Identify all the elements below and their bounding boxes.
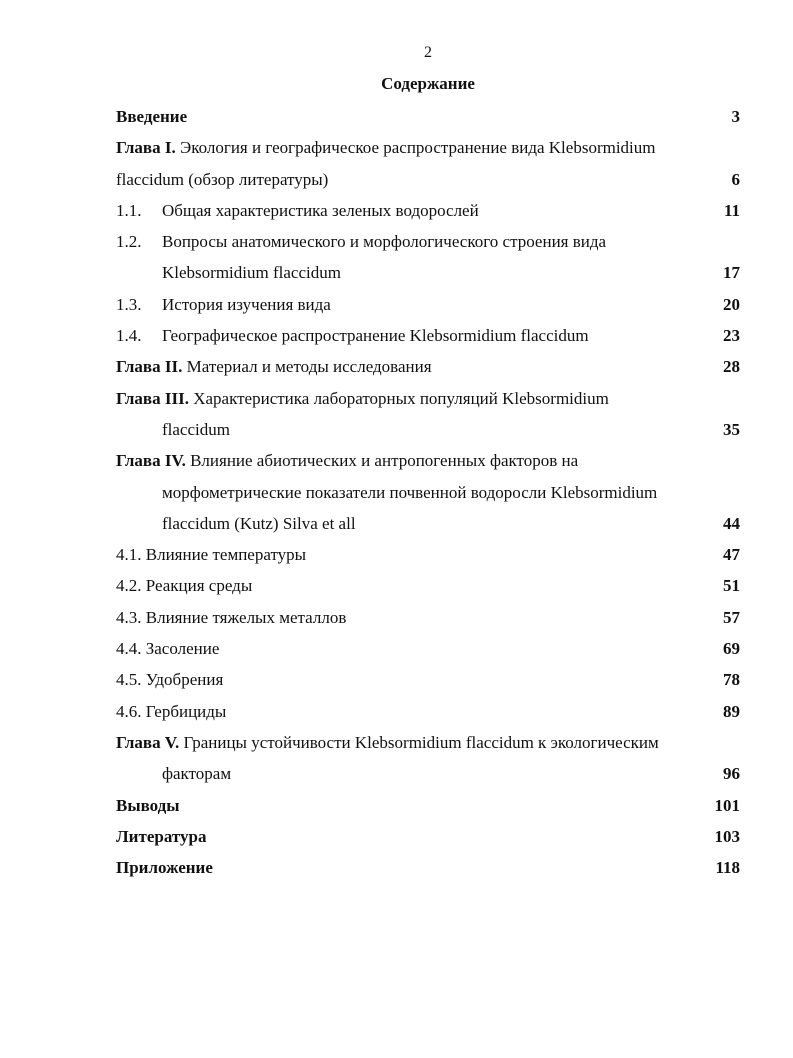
entry-title: морфометрические показатели почвенной водоросли Klebsormidium <box>162 482 658 502</box>
toc-line <box>116 195 740 226</box>
toc-line <box>116 602 740 633</box>
entry-title: 4.2. Реакция среды <box>116 576 253 596</box>
page-ref: 101 <box>714 795 740 815</box>
toc-entry-text <box>116 796 180 815</box>
toc-line <box>116 664 740 695</box>
toc-entry-heading: Введение <box>116 107 188 126</box>
toc-entry-text <box>116 389 609 408</box>
toc-line <box>116 758 740 789</box>
page-ref: 3 <box>731 107 740 126</box>
page-ref: 69 <box>723 639 740 659</box>
toc-entry-text <box>116 608 346 627</box>
page-number: 2 <box>424 44 432 61</box>
chapter-title: Границы устойчивости Klebsormidium flaccidum к экологическим <box>179 732 659 752</box>
chapter-label: Глава IV. <box>116 451 186 471</box>
chapter-title: Материал и методы исследования <box>182 357 432 377</box>
toc-entry-text <box>116 357 432 376</box>
section-number: 1.2. <box>116 232 142 252</box>
toc-line <box>116 289 740 320</box>
page-ref: 35 <box>723 419 740 439</box>
section-title: История изучения вида <box>162 294 331 314</box>
toc-line <box>116 445 740 476</box>
page-ref: 17 <box>723 263 740 283</box>
toc-line <box>116 727 740 758</box>
toc-entry-text <box>116 764 231 783</box>
toc-entry-heading: Приложение <box>116 858 213 878</box>
toc-line <box>116 633 740 664</box>
toc-entry-text <box>116 170 328 189</box>
entry-title: 4.6. Гербициды <box>116 701 227 721</box>
chapter-label: Глава V. <box>116 732 180 752</box>
toc-entry-text <box>116 514 356 533</box>
page-ref: 11 <box>723 200 740 220</box>
entry-title: flaccidum <box>162 419 230 439</box>
entry-title: Klebsormidium flaccidum <box>162 263 341 283</box>
page-ref: 78 <box>723 670 740 690</box>
table-of-contents <box>116 101 740 883</box>
toc-line <box>116 821 740 852</box>
toc-line <box>116 790 740 821</box>
toc-entry-text <box>116 670 223 689</box>
page-ref: 118 <box>715 858 740 878</box>
toc-entry-text <box>116 232 606 251</box>
toc-title: Содержание <box>381 74 475 93</box>
toc-entry-text <box>116 545 306 564</box>
toc-entry-heading: Литература <box>116 826 207 846</box>
entry-title: 4.4. Засоление <box>116 639 220 659</box>
toc-line <box>116 539 740 570</box>
page-ref: 103 <box>714 826 740 846</box>
toc-entry-text <box>116 639 219 658</box>
page-ref: 96 <box>723 764 740 784</box>
section-title: Общая характеристика зеленых водорослей <box>162 200 479 220</box>
toc-line <box>116 351 740 382</box>
toc-line <box>116 320 740 351</box>
toc-entry-text <box>116 201 479 220</box>
toc-entry-text <box>116 107 187 126</box>
toc-line <box>116 477 740 508</box>
toc-entry-text <box>116 263 341 282</box>
toc-entry-text <box>116 295 331 314</box>
chapter-title: Характеристика лабораторных популяций Klebsormidium <box>188 388 609 408</box>
page-ref: 51 <box>723 576 740 596</box>
toc-entry-text <box>116 702 226 721</box>
toc-line <box>116 257 740 288</box>
toc-line <box>116 414 740 445</box>
chapter-title: Экология и географическое распространение вида Klebsormidium <box>175 138 656 158</box>
toc-line <box>116 852 740 883</box>
page-ref: 20 <box>723 294 740 314</box>
page-ref: 57 <box>723 607 740 627</box>
chapter-title: Влияние абиотических и антропогенных факторов на <box>185 451 579 471</box>
toc-line <box>116 383 740 414</box>
section-title: Вопросы анатомического и морфологического строения вида <box>162 232 607 252</box>
toc-entry-heading: Выводы <box>116 795 180 815</box>
entry-title: flaccidum (обзор литературы) <box>116 169 329 189</box>
section-title: Географическое распространение Klebsormidium flaccidum <box>162 326 589 346</box>
page-ref: 28 <box>723 357 740 377</box>
page-ref: 6 <box>731 169 740 189</box>
toc-entry-text <box>116 451 578 470</box>
chapter-label: Глава III. <box>116 388 189 408</box>
toc-line <box>116 101 740 132</box>
toc-line <box>116 226 740 257</box>
toc-entry-text <box>116 483 657 502</box>
section-number: 1.3. <box>116 294 142 314</box>
toc-line <box>116 164 740 195</box>
toc-line <box>116 570 740 601</box>
entry-title: 4.5. Удобрения <box>116 670 224 690</box>
entry-title: flaccidum (Kutz) Silva et all <box>162 513 356 533</box>
toc-entry-text <box>116 138 656 157</box>
chapter-label: Глава I. <box>116 138 176 158</box>
page-ref: 44 <box>723 513 740 533</box>
section-number: 1.1. <box>116 200 142 220</box>
toc-entry-text <box>116 420 230 439</box>
page-ref: 47 <box>723 545 740 565</box>
entry-title: 4.3. Влияние тяжелых металлов <box>116 607 347 627</box>
page-ref: 89 <box>723 701 740 721</box>
toc-line <box>116 696 740 727</box>
toc-entry-text <box>116 827 206 846</box>
section-number: 1.4. <box>116 326 142 346</box>
entry-title: факторам <box>162 764 232 784</box>
toc-entry-text <box>116 576 252 595</box>
entry-title: 4.1. Влияние температуры <box>116 545 307 565</box>
chapter-label: Глава II. <box>116 357 183 377</box>
toc-entry-text <box>116 733 659 752</box>
toc-line <box>116 508 740 539</box>
toc-line <box>116 132 740 163</box>
toc-entry-text <box>116 326 589 345</box>
toc-entry-text <box>116 858 213 877</box>
page-ref: 23 <box>723 326 740 346</box>
